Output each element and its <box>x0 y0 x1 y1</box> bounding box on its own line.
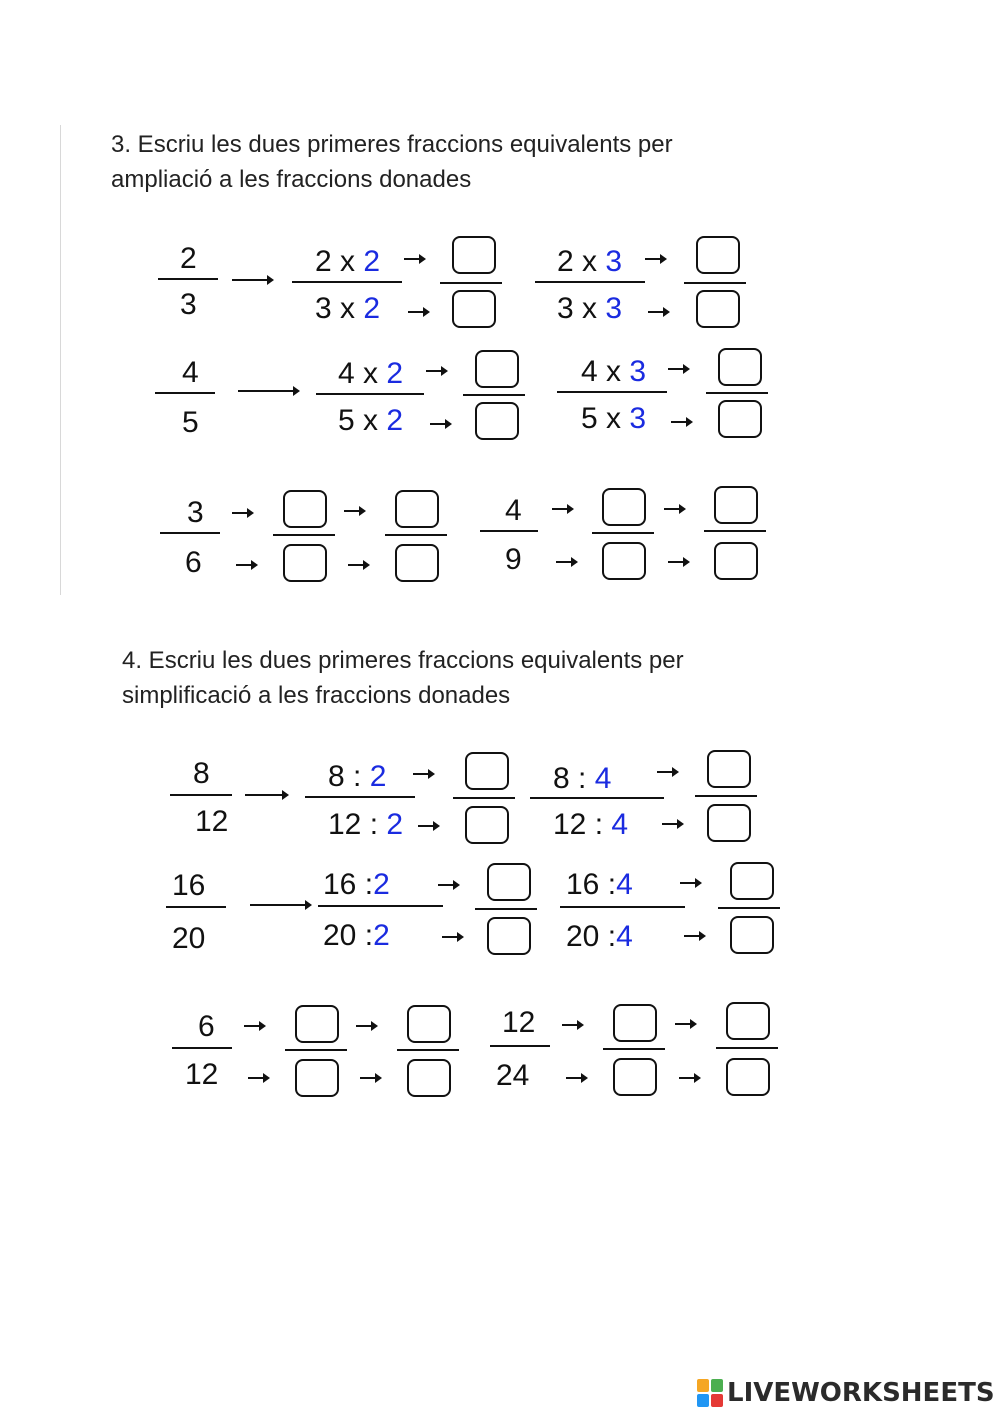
arrow-icon <box>675 1023 695 1025</box>
arrow-icon <box>244 1025 264 1027</box>
answer-box-numerator[interactable] <box>707 750 751 788</box>
operation-term: : <box>607 868 617 901</box>
fraction-denominator: 6 <box>185 546 202 579</box>
answer-box-numerator[interactable] <box>714 486 758 524</box>
fraction-numerator: 16 <box>172 869 206 902</box>
answer-box-denominator[interactable] <box>407 1059 451 1097</box>
fraction-bar <box>170 794 232 796</box>
fraction-bar <box>158 278 218 280</box>
operation-numerator <box>315 245 380 279</box>
operation-term: 2 <box>386 808 404 841</box>
fraction-bar <box>166 906 226 908</box>
answer-box-denominator[interactable] <box>718 400 762 438</box>
arrow-icon <box>348 564 368 566</box>
arrow-icon <box>664 508 684 510</box>
operation-term: 4 <box>616 920 633 953</box>
answer-box-denominator[interactable] <box>465 806 509 844</box>
operation-denominator <box>338 404 403 438</box>
fraction-bar <box>463 394 525 396</box>
operation-denominator <box>328 808 403 842</box>
arrow-icon <box>245 794 287 796</box>
operation-term: x <box>606 402 622 435</box>
operation-term: 4 <box>594 762 612 795</box>
answer-box-numerator[interactable] <box>465 752 509 790</box>
operation-numerator <box>328 760 386 794</box>
operation-denominator <box>323 919 390 953</box>
fraction-bar <box>480 530 538 532</box>
operation-term: : <box>353 760 362 793</box>
answer-box-numerator[interactable] <box>613 1004 657 1042</box>
operation-term: 2 <box>369 760 387 793</box>
operation-denominator <box>566 920 633 954</box>
operation-term: : <box>607 920 617 953</box>
operation-term: 2 <box>373 919 390 952</box>
operation-term: 3 <box>315 292 332 325</box>
operation-term: 3 <box>629 402 647 435</box>
operation-term: 3 <box>557 292 574 325</box>
liveworksheets-logo <box>697 1378 995 1408</box>
fraction-denominator: 5 <box>182 406 199 439</box>
operation-term: x <box>606 355 622 388</box>
arrow-icon <box>356 1025 376 1027</box>
fraction-bar <box>716 1047 778 1049</box>
answer-box-numerator[interactable] <box>407 1005 451 1043</box>
operation-term: 3 <box>605 292 623 325</box>
operation-term: 20 <box>566 920 600 953</box>
fraction-bar <box>160 532 220 534</box>
operation-term: 12 <box>553 808 587 841</box>
arrow-icon <box>668 561 688 563</box>
left-margin-line <box>60 125 61 595</box>
arrow-icon <box>648 311 668 313</box>
operation-numerator <box>566 868 633 902</box>
logo-square-icon <box>697 1379 709 1392</box>
exercise-4-line-2: simplificació a les fraccions donades <box>122 682 511 709</box>
arrow-icon <box>238 390 298 392</box>
answer-box-numerator[interactable] <box>283 490 327 528</box>
arrow-icon <box>404 258 424 260</box>
arrow-icon <box>552 508 572 510</box>
answer-box-numerator[interactable] <box>452 236 496 274</box>
fraction-bar <box>155 392 215 394</box>
fraction-bar <box>535 281 645 283</box>
fraction-bar <box>695 795 757 797</box>
answer-box-denominator[interactable] <box>283 544 327 582</box>
answer-box-denominator[interactable] <box>696 290 740 328</box>
fraction-numerator: 6 <box>198 1010 215 1043</box>
operation-term: x <box>340 292 356 325</box>
operation-term: 3 <box>605 245 623 278</box>
fraction-bar <box>440 282 502 284</box>
operation-term: 4 <box>616 868 633 901</box>
arrow-icon <box>248 1077 268 1079</box>
operation-term: : <box>578 762 587 795</box>
logo-square-icon <box>711 1379 723 1392</box>
arrow-icon <box>662 823 682 825</box>
operation-denominator <box>553 808 628 842</box>
fraction-bar <box>475 908 537 910</box>
arrow-icon <box>680 882 700 884</box>
operation-denominator <box>581 402 646 436</box>
operation-term: : <box>364 919 374 952</box>
fraction-bar <box>318 905 443 907</box>
fraction-bar <box>684 282 746 284</box>
fraction-bar <box>172 1047 232 1049</box>
fraction-denominator: 3 <box>180 288 197 321</box>
operation-term: 2 <box>386 404 404 437</box>
arrow-icon <box>250 904 310 906</box>
fraction-bar <box>385 534 447 536</box>
fraction-bar <box>603 1048 665 1050</box>
fraction-bar <box>285 1049 347 1051</box>
fraction-bar <box>557 391 667 393</box>
fraction-numerator: 4 <box>505 494 522 527</box>
fraction-numerator: 3 <box>187 496 204 529</box>
fraction-numerator: 12 <box>502 1006 536 1039</box>
answer-box-numerator[interactable] <box>487 863 531 901</box>
fraction-bar <box>490 1045 550 1047</box>
arrow-icon <box>418 825 438 827</box>
answer-box-denominator[interactable] <box>295 1059 339 1097</box>
answer-box-numerator[interactable] <box>475 350 519 388</box>
operation-term: 16 <box>323 868 357 901</box>
fraction-bar <box>706 392 768 394</box>
arrow-icon <box>657 771 677 773</box>
operation-term: 20 <box>323 919 357 952</box>
operation-term: x <box>363 404 379 437</box>
operation-numerator <box>557 245 622 279</box>
operation-term: 8 <box>553 762 570 795</box>
fraction-bar <box>273 534 335 536</box>
fraction-bar <box>397 1049 459 1051</box>
fraction-numerator: 2 <box>180 242 197 275</box>
operation-term: 2 <box>363 292 381 325</box>
operation-term: x <box>582 292 598 325</box>
operation-term: 2 <box>363 245 381 278</box>
answer-box-numerator[interactable] <box>696 236 740 274</box>
arrow-icon <box>668 368 688 370</box>
arrow-icon <box>671 421 691 423</box>
fraction-denominator: 12 <box>185 1058 219 1091</box>
answer-box-denominator[interactable] <box>475 402 519 440</box>
answer-box-denominator[interactable] <box>613 1058 657 1096</box>
operation-term: 2 <box>315 245 332 278</box>
liveworksheets-logo-icon <box>697 1379 723 1407</box>
operation-denominator <box>315 292 380 326</box>
arrow-icon <box>232 279 272 281</box>
operation-numerator <box>581 355 646 389</box>
operation-term: 2 <box>386 357 404 390</box>
exercise-3-line-1: 3. Escriu les dues primeres fraccions equivalents per <box>111 131 673 158</box>
operation-denominator <box>557 292 622 326</box>
operation-term: 2 <box>557 245 574 278</box>
logo-square-icon <box>697 1394 709 1407</box>
operation-term: 8 <box>328 760 345 793</box>
arrow-icon <box>645 258 665 260</box>
fraction-bar <box>305 796 415 798</box>
arrow-icon <box>562 1024 582 1026</box>
operation-term: 5 <box>581 402 598 435</box>
operation-term: x <box>582 245 598 278</box>
answer-box-numerator[interactable] <box>718 348 762 386</box>
operation-term: 16 <box>566 868 600 901</box>
fraction-bar <box>560 906 685 908</box>
arrow-icon <box>430 423 450 425</box>
answer-box-numerator[interactable] <box>395 490 439 528</box>
arrow-icon <box>566 1077 586 1079</box>
answer-box-denominator[interactable] <box>730 916 774 954</box>
operation-numerator <box>323 868 390 902</box>
arrow-icon <box>684 935 704 937</box>
fraction-bar <box>718 907 780 909</box>
operation-term: 4 <box>338 357 355 390</box>
fraction-bar <box>453 797 515 799</box>
operation-term: x <box>340 245 356 278</box>
operation-numerator <box>553 762 611 796</box>
operation-term: 4 <box>611 808 629 841</box>
answer-box-denominator[interactable] <box>452 290 496 328</box>
operation-term: 4 <box>581 355 598 388</box>
answer-box-numerator[interactable] <box>295 1005 339 1043</box>
fraction-denominator: 9 <box>505 543 522 576</box>
fraction-bar <box>316 393 424 395</box>
exercise-4-line-1: 4. Escriu les dues primeres fraccions equivalents per <box>122 647 684 674</box>
arrow-icon <box>442 936 462 938</box>
arrow-icon <box>408 311 428 313</box>
answer-box-numerator[interactable] <box>726 1002 770 1040</box>
arrow-icon <box>232 512 252 514</box>
operation-term: 2 <box>373 868 390 901</box>
fraction-numerator: 8 <box>193 757 210 790</box>
operation-term: : <box>364 868 374 901</box>
fraction-denominator: 12 <box>195 805 229 838</box>
fraction-bar <box>292 281 402 283</box>
arrow-icon <box>413 773 433 775</box>
fraction-denominator: 20 <box>172 922 206 955</box>
arrow-icon <box>438 884 458 886</box>
exercise-3-instruction <box>111 127 673 197</box>
exercise-3-line-2: ampliació a les fraccions donades <box>111 166 472 193</box>
arrow-icon <box>360 1077 380 1079</box>
answer-box-numerator[interactable] <box>730 862 774 900</box>
operation-term: x <box>363 357 379 390</box>
operation-numerator <box>338 357 403 391</box>
fraction-bar <box>592 532 654 534</box>
fraction-bar <box>704 530 766 532</box>
logo-square-icon <box>711 1394 723 1407</box>
answer-box-denominator[interactable] <box>395 544 439 582</box>
fraction-denominator: 24 <box>496 1059 530 1092</box>
answer-box-denominator[interactable] <box>726 1058 770 1096</box>
logo-text: LIVEWORKSHEETS <box>727 1378 995 1408</box>
answer-box-denominator[interactable] <box>602 542 646 580</box>
answer-box-numerator[interactable] <box>602 488 646 526</box>
exercise-4-instruction <box>122 643 684 713</box>
arrow-icon <box>344 510 364 512</box>
operation-term: 12 <box>328 808 362 841</box>
answer-box-denominator[interactable] <box>707 804 751 842</box>
answer-box-denominator[interactable] <box>714 542 758 580</box>
operation-term: : <box>594 808 604 841</box>
fraction-bar <box>530 797 664 799</box>
operation-term: : <box>369 808 379 841</box>
arrow-icon <box>426 370 446 372</box>
operation-term: 3 <box>629 355 647 388</box>
operation-term: 5 <box>338 404 355 437</box>
arrow-icon <box>236 564 256 566</box>
arrow-icon <box>556 561 576 563</box>
answer-box-denominator[interactable] <box>487 917 531 955</box>
fraction-numerator: 4 <box>182 356 199 389</box>
arrow-icon <box>679 1077 699 1079</box>
